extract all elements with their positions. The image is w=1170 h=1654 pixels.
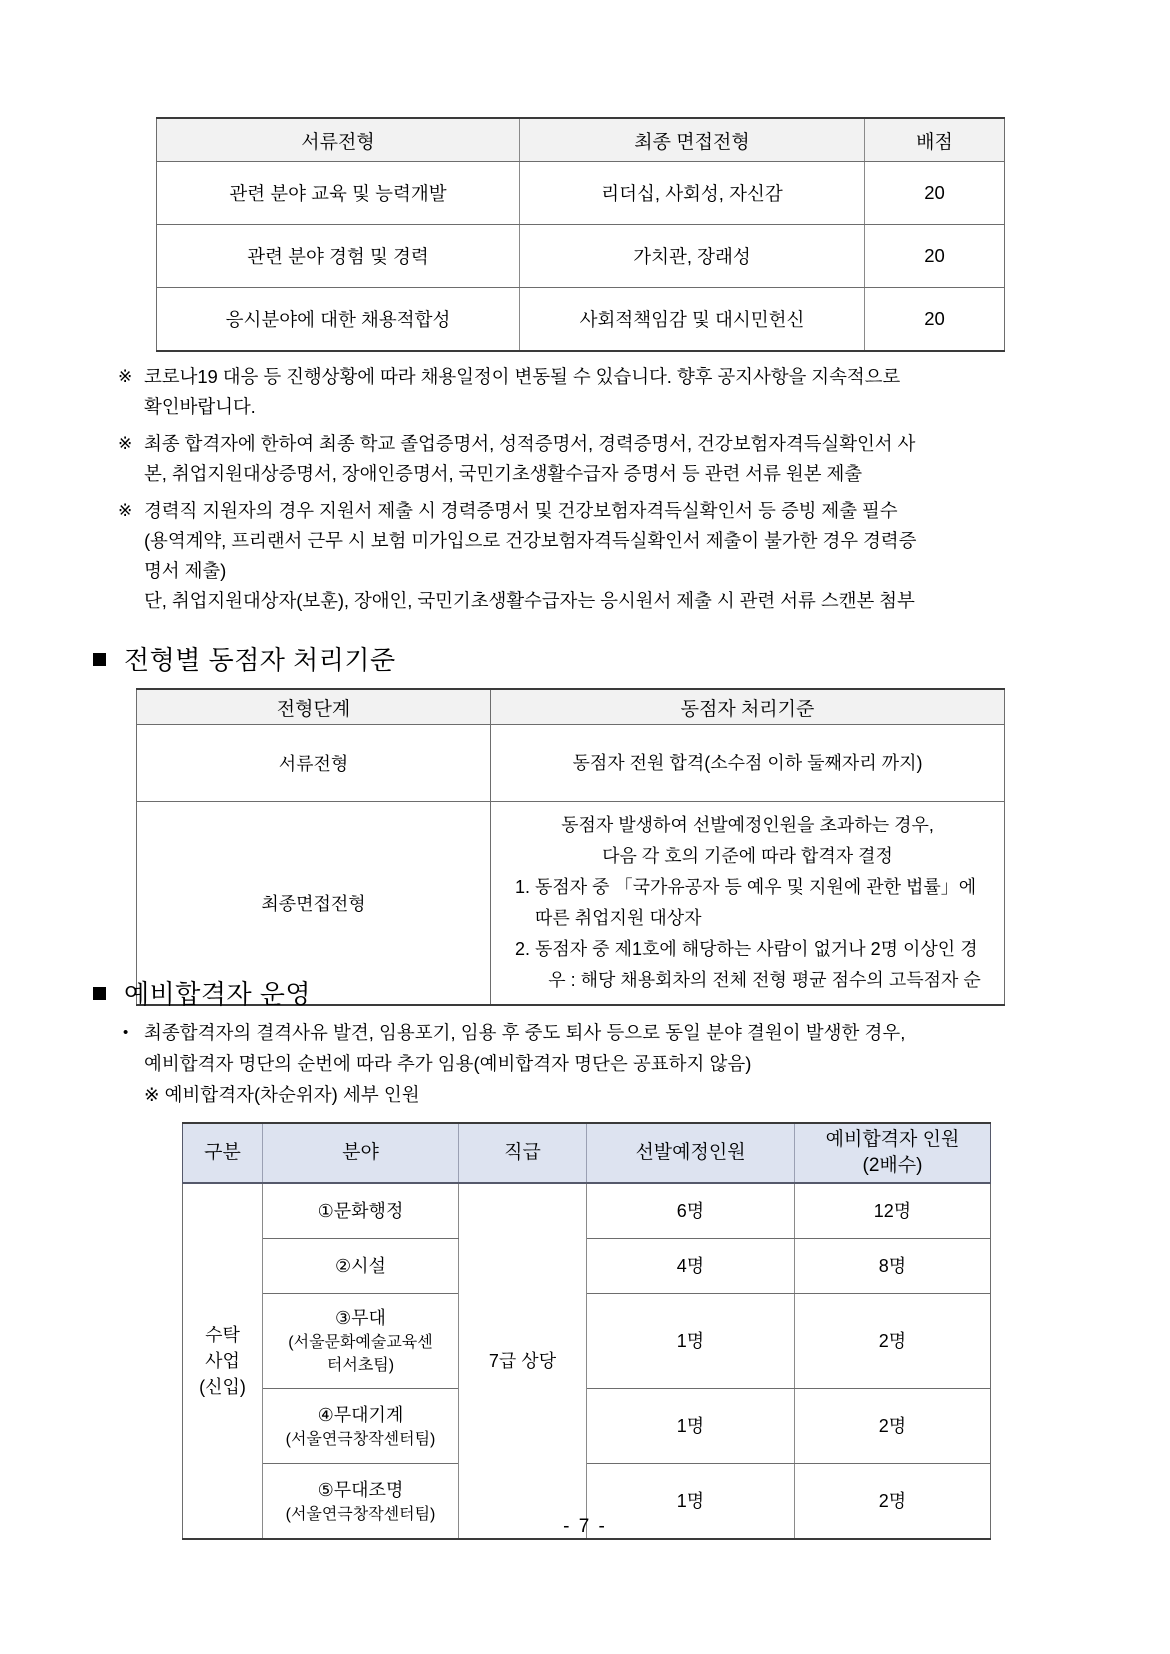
- cell-reserve: 8명: [795, 1239, 991, 1294]
- reference-mark-icon: ※: [118, 501, 133, 520]
- cell-interview: 사회적책임감 및 대시민헌신: [520, 288, 865, 352]
- cell-grade: 7급 상당: [459, 1183, 587, 1539]
- note-body: [144, 429, 1028, 489]
- note-body: [144, 496, 1028, 616]
- note-line: 단, 취업지원대상자(보훈), 장애인, 국민기초생활수급자는 응시원서 제출 시 관련 서류 스캔본 첨부: [144, 590, 915, 611]
- tiebreak-rules-table: [136, 688, 1005, 1006]
- column-header-field: 분야: [263, 1123, 459, 1183]
- column-header-category: 구분: [183, 1123, 263, 1183]
- field-sub: (서울연극창작센터팀): [285, 1430, 436, 1448]
- column-header-reserve-main: 예비합격자 인원: [825, 1129, 960, 1150]
- note-line: 본, 취업지원대상증명서, 장애인증명서, 국민기초생활수급자 증명서 등 관련 서류 원본 제출: [144, 463, 863, 484]
- bullet-square-icon: [93, 653, 106, 666]
- table-header-row: [183, 1123, 991, 1183]
- cell-interview: 리더십, 사회성, 자신감: [520, 162, 865, 225]
- column-header-grade: 직급: [459, 1123, 587, 1183]
- note-line: 코로나19 대응 등 진행상황에 따라 채용일정이 변동될 수 있습니다. 향후 공지사항을 지속적으로: [144, 366, 901, 387]
- column-header-reserve-sub: (2배수): [862, 1155, 923, 1176]
- cell-planned: 1명: [587, 1294, 795, 1389]
- field-name: ②시설: [335, 1256, 386, 1276]
- table-row: [137, 725, 1005, 802]
- table-row: [183, 1239, 991, 1294]
- cell-document: 관련 분야 경험 및 경력: [157, 225, 520, 288]
- column-header-interview: 최종 면접전형: [520, 118, 865, 162]
- list-item-line: ※ 예비합격자(차순위자) 세부 인원: [144, 1084, 420, 1105]
- note-item: [118, 429, 1028, 489]
- list-item-body: [144, 1017, 1028, 1110]
- note-line: (용역계약, 프리랜서 근무 시 보험 미가입으로 건강보험자격득실확인서 제출이 불가한 경우 경력증: [144, 530, 917, 551]
- cell-document: 응시분야에 대한 채용적합성: [157, 288, 520, 352]
- criteria-line: 따른 취업지원 대상자: [535, 908, 702, 928]
- cell-criteria: [491, 725, 1005, 802]
- cell-field: [263, 1239, 459, 1294]
- criteria-line: 다음 각 호의 기준에 따라 합격자 결정: [602, 846, 893, 866]
- note-line: 명서 제출): [144, 560, 227, 581]
- notes-list: [118, 362, 1028, 623]
- criteria-line: 2. 동점자 중 제1호에 해당하는 사람이 없거나 2명 이상인 경: [515, 939, 978, 959]
- note-line: 확인바랍니다.: [144, 396, 256, 417]
- evaluation-criteria-table: [156, 117, 1005, 352]
- section-heading-tiebreak: [93, 640, 396, 677]
- list-item-line: 예비합격자 명단의 순번에 따라 추가 임용(예비합격자 명단은 공표하지 않음): [144, 1053, 752, 1074]
- criteria-line: 1. 동점자 중 「국가유공자 등 예우 및 지원에 관한 법률」에: [515, 877, 977, 897]
- cell-planned: 4명: [587, 1239, 795, 1294]
- field-sub: (서울연극창작센터팀): [285, 1505, 436, 1523]
- cell-reserve: 12명: [795, 1183, 991, 1239]
- table-row: [183, 1294, 991, 1389]
- criteria-line: 동점자 전원 합격(소수점 이하 둘째자리 까지): [572, 752, 923, 773]
- table-header-row: [157, 118, 1005, 162]
- category-line: (신입): [199, 1377, 246, 1397]
- reference-mark-icon: ※: [118, 367, 133, 386]
- cell-planned: 6명: [587, 1183, 795, 1239]
- list-item: [118, 1017, 1028, 1110]
- note-item: [118, 496, 1028, 616]
- cell-reserve: 2명: [795, 1464, 991, 1540]
- cell-field: [263, 1389, 459, 1464]
- cell-reserve: 2명: [795, 1294, 991, 1389]
- section-heading-label: 전형별 동점자 처리기준: [124, 645, 396, 675]
- column-header-planned: 선발예정인원: [587, 1123, 795, 1183]
- table-row: [157, 162, 1005, 225]
- table-row: [183, 1389, 991, 1464]
- category-line: 수탁: [205, 1325, 240, 1345]
- cell-score: 20: [865, 225, 1005, 288]
- field-name: ①문화행정: [317, 1201, 404, 1221]
- note-line: 경력직 지원자의 경우 지원서 제출 시 경력증명서 및 건강보험자격득실확인서 등 증빙 제출 필수: [144, 500, 898, 521]
- note-line: 최종 합격자에 한하여 최종 학교 졸업증명서, 성적증명서, 경력증명서, 건강보험자격득실확인서 사: [144, 433, 916, 454]
- field-name: ⑤무대조명: [317, 1479, 404, 1500]
- category-line: 사업: [205, 1351, 240, 1371]
- section-heading-label: 예비합격자 운영: [124, 979, 312, 1009]
- column-header-reserve: [795, 1123, 991, 1183]
- list-item-line: 최종합격자의 결격사유 발견, 임용포기, 임용 후 중도 퇴사 등으로 동일 분야 결원이 발생한 경우,: [144, 1022, 906, 1043]
- reserve-candidates-table: [182, 1122, 991, 1540]
- bullet-square-icon: [93, 987, 106, 1000]
- column-header-document: 서류전형: [157, 118, 520, 162]
- reference-mark-icon: ※: [118, 434, 133, 453]
- cell-planned: 1명: [587, 1389, 795, 1464]
- page-number: - 7 -: [563, 1516, 607, 1537]
- criteria-line: 우 : 해당 채용회차의 전체 전형 평균 점수의 고득점자 순: [548, 970, 981, 990]
- cell-criteria: [491, 802, 1005, 1006]
- column-header-criteria: 동점자 처리기준: [491, 689, 1005, 725]
- field-name: ③무대: [335, 1308, 386, 1328]
- cell-field: [263, 1294, 459, 1389]
- bullet-list: [118, 1017, 1028, 1110]
- cell-score: 20: [865, 162, 1005, 225]
- cell-interview: 가치관, 장래성: [520, 225, 865, 288]
- column-header-score: 배점: [865, 118, 1005, 162]
- criteria-line: 동점자 발생하여 선발예정인원을 초과하는 경우,: [561, 815, 934, 835]
- table-row: [183, 1183, 991, 1239]
- field-name: ④무대기계: [317, 1404, 404, 1425]
- note-item: [118, 362, 1028, 422]
- cell-document: 관련 분야 교육 및 능력개발: [157, 162, 520, 225]
- table-row: [157, 225, 1005, 288]
- table-header-row: [137, 689, 1005, 725]
- field-sub: (서울문화예술교육센 터서초팀): [288, 1334, 433, 1374]
- column-header-stage: 전형단계: [137, 689, 491, 725]
- cell-category-group: [183, 1183, 263, 1539]
- cell-score: 20: [865, 288, 1005, 352]
- cell-planned: 1명: [587, 1464, 795, 1540]
- cell-stage: 서류전형: [137, 725, 491, 802]
- note-body: [144, 362, 1028, 422]
- table-row: [157, 288, 1005, 352]
- cell-reserve: 2명: [795, 1389, 991, 1464]
- cell-field: [263, 1183, 459, 1239]
- bullet-dot-icon: •: [123, 1024, 129, 1041]
- section-heading-reserve: [93, 974, 311, 1011]
- cell-stage: 최종면접전형: [137, 802, 491, 1006]
